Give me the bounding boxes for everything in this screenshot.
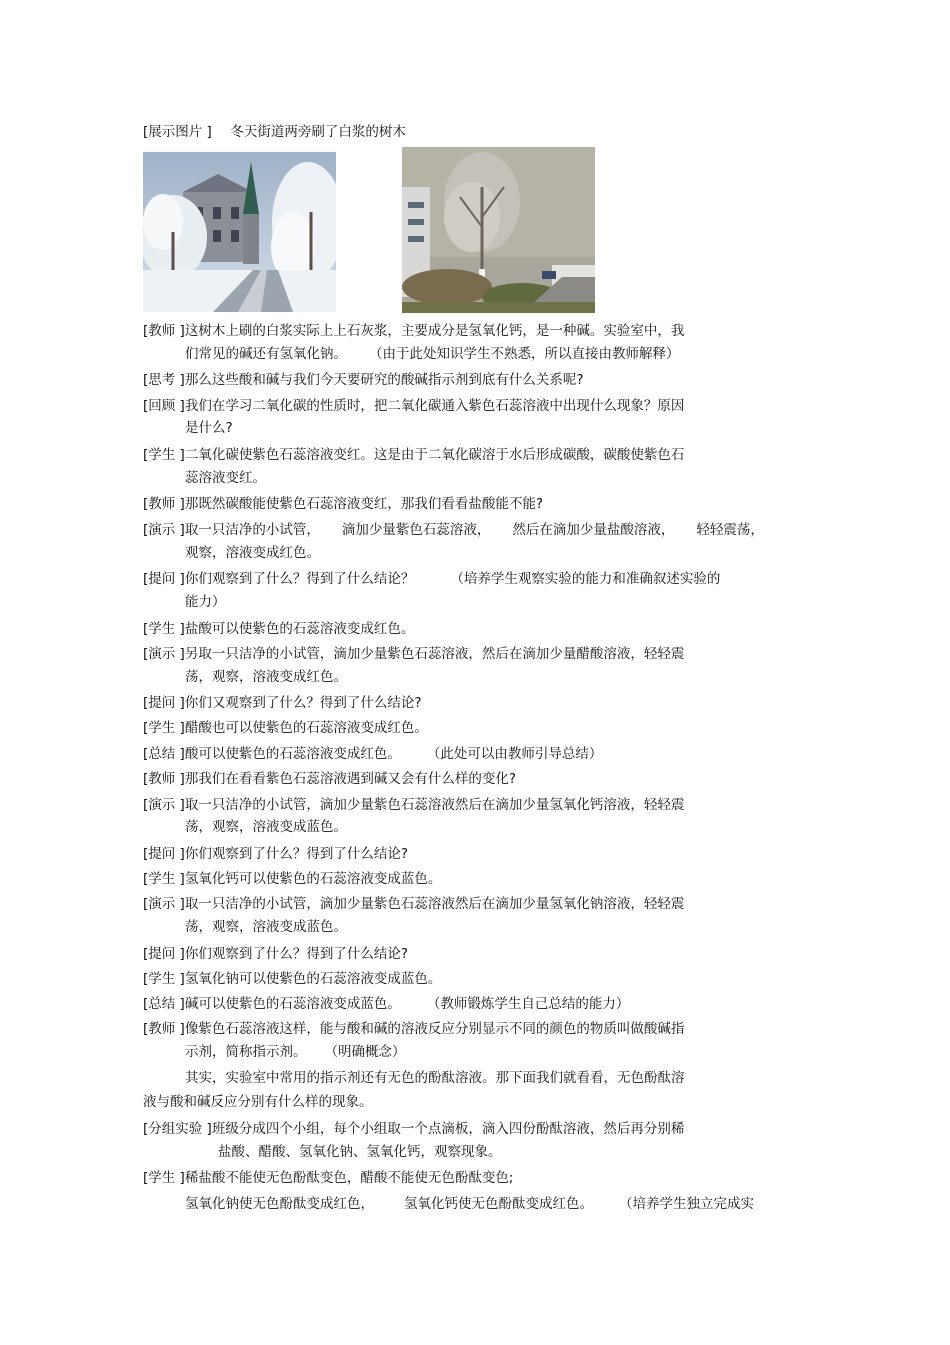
demo-line-2-cont bbox=[185, 668, 347, 686]
text: 们常见的碱还有氢氧化钠。 bbox=[185, 346, 347, 362]
caption-text: 冬天街道两旁刷了白浆的树木 bbox=[230, 124, 406, 140]
tag: [提问 ] bbox=[143, 846, 185, 862]
tag: [提问 ] bbox=[143, 695, 185, 711]
student-line-6 bbox=[143, 1169, 513, 1187]
student-line-2 bbox=[143, 620, 414, 638]
text: 你们观察到了什么？得到了什么结论? bbox=[184, 946, 408, 962]
text: 酸可以使紫色的石蕊溶液变成红色。 bbox=[184, 746, 401, 762]
tag: [学生 ] bbox=[143, 1170, 185, 1186]
summary-line-2 bbox=[143, 995, 629, 1013]
snowy-street-illustration bbox=[143, 152, 336, 312]
demo-line-1 bbox=[143, 521, 764, 539]
summary-line-1 bbox=[143, 745, 602, 763]
tag: [演示 ] bbox=[143, 522, 185, 538]
text: 另取一只洁净的小试管，滴加少量紫色石蕊溶液，然后在滴加少量醋酸溶液，轻轻震 bbox=[184, 646, 685, 662]
question-line-1 bbox=[143, 570, 720, 588]
demo-line-2 bbox=[143, 645, 684, 663]
part: 氢氧化钙使无色酚酞变成红色。 bbox=[404, 1196, 593, 1212]
teacher-line-4 bbox=[143, 1020, 684, 1038]
student-line-5 bbox=[143, 970, 441, 988]
tag: [演示 ] bbox=[143, 646, 185, 662]
text: 那么这些酸和碱与我们今天要研究的酸碱指示剂到底有什么关系呢? bbox=[184, 372, 584, 388]
paragraph-line-2 bbox=[143, 1093, 373, 1111]
review-line bbox=[143, 397, 684, 415]
text: 你们又观察到了什么？得到了什么结论? bbox=[184, 695, 422, 711]
teacher-line-1-cont bbox=[185, 345, 680, 363]
note: （教师锻炼学生自己总结的能力） bbox=[426, 996, 630, 1012]
text: 示剂，简称指示剂。 bbox=[185, 1044, 307, 1060]
part: 氢氧化钠使无色酚酞变成红色， bbox=[185, 1196, 374, 1212]
question-line-3 bbox=[143, 845, 408, 863]
demo-line-4-cont bbox=[185, 918, 347, 936]
teacher-line-2 bbox=[143, 495, 543, 513]
tag: [学生 ] bbox=[143, 447, 185, 463]
text: 像紫色石蕊溶液这样，能与酸和碱的溶液反应分别显示不同的颜色的物质叫做酸碱指 bbox=[184, 1021, 685, 1037]
student-line-1 bbox=[143, 446, 684, 464]
text: 这树木上刷的白浆实际上上石灰浆，主要成分是氢氧化钙，是一种碱。实验室中，我 bbox=[184, 323, 685, 339]
tag: [演示 ] bbox=[143, 896, 185, 912]
text: 荡，观察，溶液变成红色。 bbox=[185, 669, 347, 685]
text: 其实，实验室中常用的指示剂还有无色的酚酞溶液。那下面我们就看看，无色酚酞溶 bbox=[185, 1070, 685, 1086]
review-line-cont bbox=[185, 419, 233, 437]
demo-line-4 bbox=[143, 895, 684, 913]
demo-line-1-cont bbox=[185, 544, 320, 562]
tag: [教师 ] bbox=[143, 323, 185, 339]
text: 盐酸可以使紫色的石蕊溶液变成红色。 bbox=[184, 621, 415, 637]
group-experiment-line-cont bbox=[218, 1143, 502, 1161]
teacher-line-3 bbox=[143, 770, 516, 788]
thinking-line bbox=[143, 371, 584, 389]
text: 盐酸、醋酸、氢氧化钠、氢氧化钙，观察现象。 bbox=[218, 1144, 502, 1160]
tag: [学生 ] bbox=[143, 871, 185, 887]
text: 是什么? bbox=[185, 420, 233, 436]
note: （此处可以由教师引导总结） bbox=[426, 746, 603, 762]
whitewashed-tree-photo bbox=[402, 147, 595, 313]
demo-line-3 bbox=[143, 796, 684, 814]
question-line-2 bbox=[143, 694, 422, 712]
tag: [总结 ] bbox=[143, 996, 185, 1012]
part: 然后在滴加少量盐酸溶液， bbox=[512, 522, 675, 538]
whitewashed-tree-illustration bbox=[402, 147, 595, 313]
tag: [教师 ] bbox=[143, 496, 185, 512]
teacher-line-1 bbox=[143, 322, 684, 340]
question-line-1-cont bbox=[185, 593, 226, 611]
text: 你们观察到了什么？得到了什么结论？ bbox=[184, 571, 415, 587]
text: 氢氧化钠可以使紫色的石蕊溶液变成蓝色。 bbox=[184, 971, 442, 987]
image-caption bbox=[143, 123, 406, 141]
part: （培养学生独立完成实 bbox=[619, 1196, 754, 1212]
note: （培养学生观察实验的能力和准确叙述实验的 bbox=[450, 571, 721, 587]
tag: [提问 ] bbox=[143, 571, 185, 587]
text: 氢氧化钙可以使紫色的石蕊溶液变成蓝色。 bbox=[184, 871, 442, 887]
note: （明确概念） bbox=[324, 1044, 406, 1060]
tag: [教师 ] bbox=[143, 771, 185, 787]
text: 你们观察到了什么？得到了什么结论? bbox=[184, 846, 408, 862]
text: 碱可以使紫色的石蕊溶液变成蓝色。 bbox=[184, 996, 401, 1012]
tag: [提问 ] bbox=[143, 946, 185, 962]
student-line-1-cont bbox=[185, 469, 266, 487]
tag: [分组实验 ] bbox=[143, 1121, 212, 1137]
tag: [学生 ] bbox=[143, 621, 185, 637]
teacher-line-4-cont bbox=[185, 1043, 406, 1061]
demo-line-3-cont bbox=[185, 818, 347, 836]
student-line-4 bbox=[143, 870, 441, 888]
snowy-street-photo bbox=[143, 152, 336, 312]
text: 蕊溶液变红。 bbox=[185, 470, 266, 486]
tag: [思考 ] bbox=[143, 372, 185, 388]
text: 班级分成四个小组，每个小组取一个点滴板，滴入四份酚酞溶液，然后再分别稀 bbox=[211, 1121, 685, 1137]
part: 轻轻震荡， bbox=[696, 522, 764, 538]
text: 取一只洁净的小试管，滴加少量紫色石蕊溶液然后在滴加少量氢氧化钠溶液，轻轻震 bbox=[184, 896, 685, 912]
text: 能力） bbox=[185, 594, 226, 610]
caption-tag: [展示图片 ] bbox=[143, 124, 212, 140]
group-experiment-line bbox=[143, 1120, 684, 1138]
text: 醋酸也可以使紫色的石蕊溶液变成红色。 bbox=[184, 720, 428, 736]
tag: [演示 ] bbox=[143, 797, 185, 813]
text: 取一只洁净的小试管，滴加少量紫色石蕊溶液然后在滴加少量氢氧化钙溶液，轻轻震 bbox=[184, 797, 685, 813]
text: 那既然碳酸能使紫色石蕊溶液变红，那我们看看盐酸能不能? bbox=[184, 496, 543, 512]
tag: [总结 ] bbox=[143, 746, 185, 762]
question-line-4 bbox=[143, 945, 408, 963]
tag: [学生 ] bbox=[143, 971, 185, 987]
text: 稀盐酸不能使无色酚酞变色，醋酸不能使无色酚酞变色; bbox=[184, 1170, 514, 1186]
student-line-6-cont bbox=[185, 1195, 754, 1213]
paragraph-line-1 bbox=[185, 1069, 685, 1087]
student-line-3 bbox=[143, 719, 428, 737]
tag: [教师 ] bbox=[143, 1021, 185, 1037]
text: 液与酸和碱反应分别有什么样的现象。 bbox=[143, 1094, 373, 1110]
text: 荡，观察，溶液变成蓝色。 bbox=[185, 919, 347, 935]
note: （由于此处知识学生不熟悉，所以直接由教师解释） bbox=[369, 346, 680, 362]
text: 那我们在看看紫色石蕊溶液遇到碱又会有什么样的变化? bbox=[184, 771, 516, 787]
part: 取一只洁净的小试管， bbox=[184, 522, 320, 538]
tag: [回顾 ] bbox=[143, 398, 185, 414]
text: 观察，溶液变成红色。 bbox=[185, 545, 320, 561]
text: 二氧化碳使紫色石蕊溶液变红。这是由于二氧化碳溶于水后形成碳酸，碳酸使紫色石 bbox=[184, 447, 685, 463]
part: 滴加少量紫色石蕊溶液， bbox=[341, 522, 491, 538]
text: 荡，观察，溶液变成蓝色。 bbox=[185, 819, 347, 835]
tag: [学生 ] bbox=[143, 720, 185, 736]
text: 我们在学习二氧化碳的性质时，把二氧化碳通入紫色石蕊溶液中出现什么现象？原因 bbox=[184, 398, 685, 414]
